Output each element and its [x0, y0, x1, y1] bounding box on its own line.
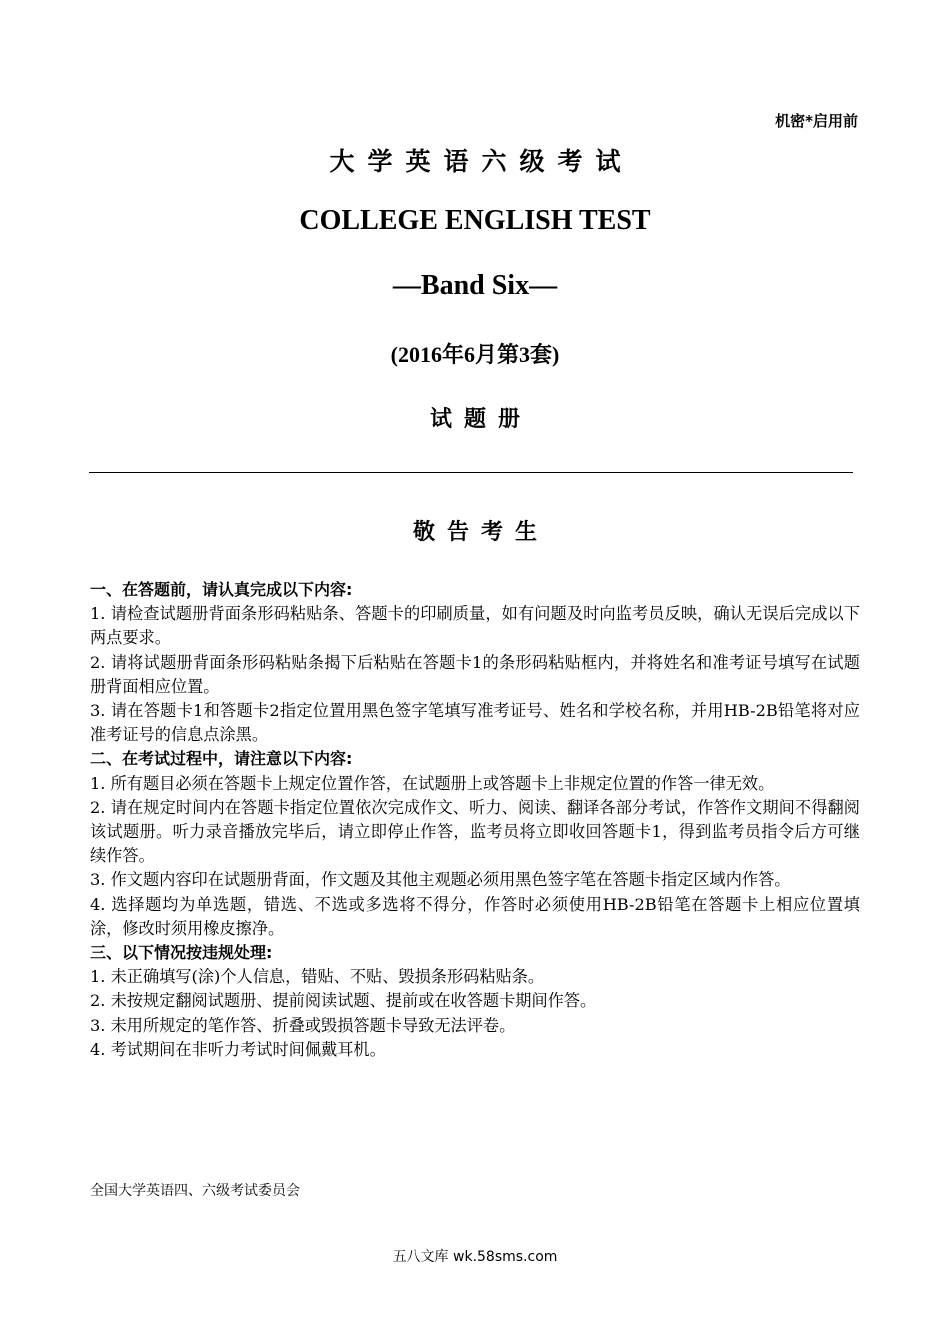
footer-watermark: 五八文库 wk.58sms.com [392, 1249, 558, 1265]
instruction-item: 1. 未正确填写(涂)个人信息，错贴、不贴、毁损条形码粘贴条。 [90, 967, 545, 987]
instruction-item: 3. 作文题内容印在试题册背面，作文题及其他主观题必须用黑色签字笔在答题卡指定区域内作答。 [90, 870, 791, 890]
section-during-exam [90, 747, 860, 941]
instruction-item: 2. 未按规定翻阅试题册、提前阅读试题、提前或在收答题卡期间作答。 [90, 991, 597, 1011]
notice-content [90, 578, 860, 1062]
exam-title-english: COLLEGE ENGLISH TEST [299, 205, 651, 236]
notice-title: 敬告考生 [412, 520, 549, 545]
instruction-item: 3. 请在答题卡1和答题卡2指定位置用黑色签字笔填写准考证号、姓名和学校名称，并用HB-2B铅笔将对应准考证号的信息点涂黑。 [90, 701, 860, 745]
section-heading: 二、在考试过程中，请注意以下内容: [90, 749, 353, 769]
section-violations [90, 941, 860, 1062]
instruction-item: 2. 请将试题册背面条形码粘贴条揭下后粘贴在答题卡1的条形码粘贴框内，并将姓名和准考证号填写在试题册背面相应位置。 [90, 652, 860, 696]
instruction-item: 1. 请检查试题册背面条形码粘贴条、答题卡的印刷质量，如有问题及时向监考员反映，确认无误后完成以下两点要求。 [90, 604, 860, 648]
committee-signature: 全国大学英语四、六级考试委员会 [90, 1183, 300, 1199]
instruction-item: 1. 所有题目必须在答题卡上规定位置作答，在试题册上或答题卡上非规定位置的作答一律无效。 [90, 773, 775, 793]
exam-edition: (2016年6月第3套) [390, 342, 560, 367]
booklet-label: 试题册 [429, 407, 532, 432]
section-heading: 三、以下情况按违规处理: [90, 943, 273, 963]
instruction-item: 4. 考试期间在非听力考试时间佩戴耳机。 [90, 1039, 386, 1059]
section-before-answering [90, 578, 860, 747]
section-heading: 一、在答题前，请认真完成以下内容: [90, 580, 353, 599]
instruction-item: 4. 选择题均为单选题，错选、不选或多选将不得分，作答时必须使用HB-2B铅笔在答题卡上相应位置填涂，修改时须用橡皮擦净。 [90, 894, 860, 938]
divider [89, 472, 853, 473]
instruction-item: 3. 未用所规定的笔作答、折叠或毁损答题卡导致无法评卷。 [90, 1015, 516, 1035]
exam-title-chinese: 大学英语六级考试 [329, 147, 634, 176]
confidential-mark: 机密*启用前 [775, 112, 858, 130]
instruction-item: 2. 请在规定时间内在答题卡指定位置依次完成作文、听力、阅读、翻译各部分考试，作答作文期间不得翻阅该试题册。听力录音播放完毕后，请立即停止作答，监考员将立即收回答题卡1，得到监考员指令后方可继续作答。 [90, 797, 860, 866]
exam-band: —Band Six— [392, 270, 558, 301]
